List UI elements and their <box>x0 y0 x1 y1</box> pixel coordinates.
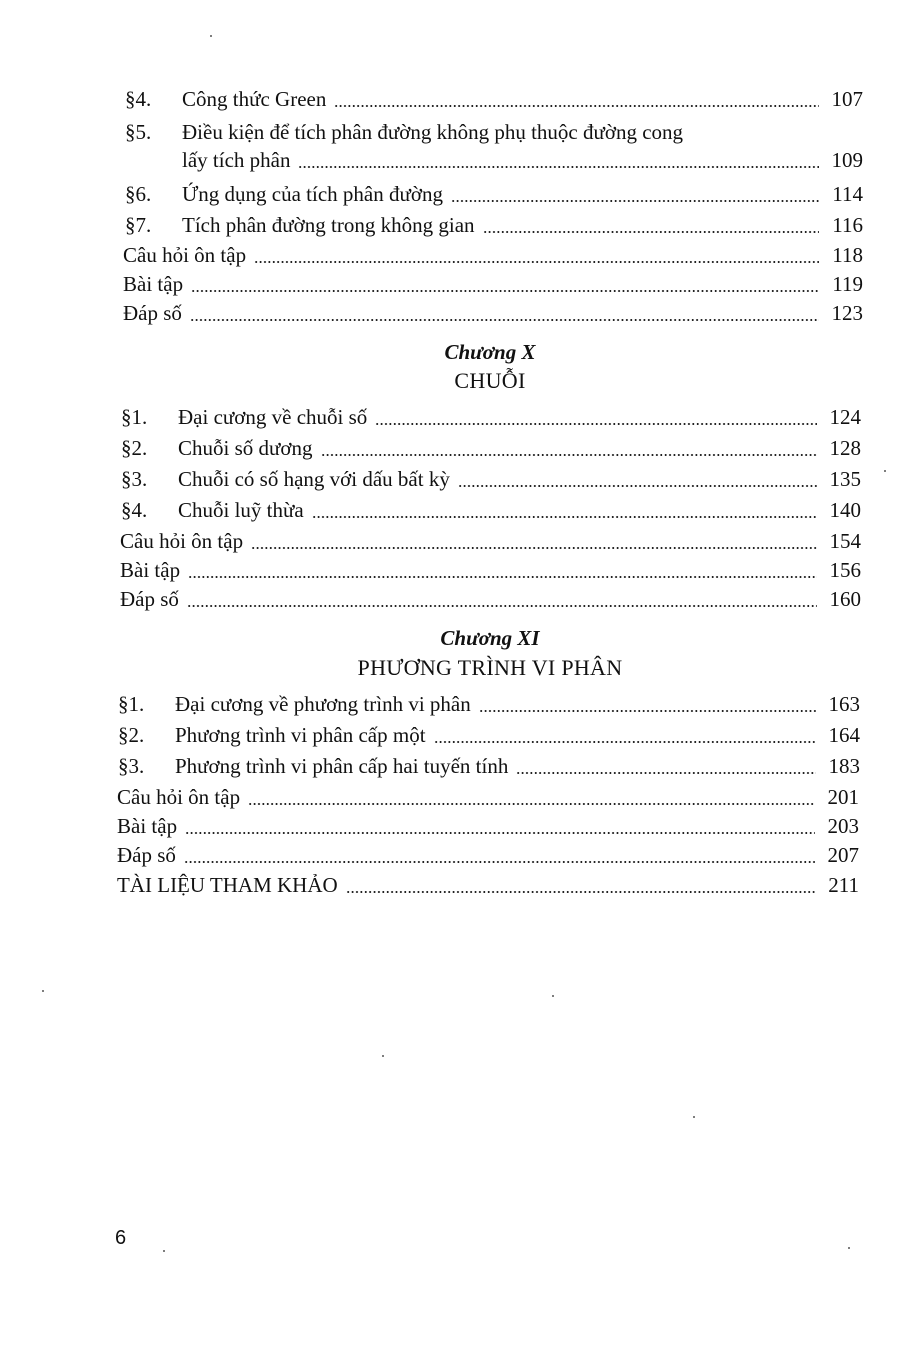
entry-title: Tích phân đường trong không gian <box>182 213 475 237</box>
scan-speck <box>42 990 44 992</box>
dot-leader <box>321 454 817 456</box>
toc-entry <box>121 398 861 428</box>
toc-entry <box>125 175 863 205</box>
toc-entry <box>125 206 863 236</box>
entry-title: Chuỗi số dương <box>178 436 313 460</box>
section-number: §3. <box>118 754 145 778</box>
page-ref: 164 <box>828 723 860 747</box>
entry-title: Điều kiện để tích phân đường không phụ thuộc đường cong <box>182 120 684 144</box>
entry-title: Phương trình vi phân cấp một <box>175 723 426 747</box>
toc-entry <box>120 580 861 610</box>
entry-title: Câu hỏi ôn tập <box>123 243 247 267</box>
dot-leader <box>434 741 816 743</box>
toc-entry <box>123 265 863 295</box>
toc-entry <box>118 685 860 715</box>
toc-entry <box>117 836 859 866</box>
page-ref: 156 <box>829 558 861 582</box>
dot-leader <box>458 485 817 487</box>
page-ref: 107 <box>831 87 863 111</box>
page-ref: 123 <box>831 301 863 325</box>
dot-leader <box>187 605 817 607</box>
page-ref: 163 <box>828 692 860 716</box>
page-ref: 154 <box>829 529 861 553</box>
dot-leader <box>451 200 819 202</box>
toc-entry <box>117 778 859 808</box>
page-ref: 118 <box>832 243 863 267</box>
chapter-title: CHUỖI <box>454 368 526 393</box>
dot-leader <box>251 547 817 549</box>
section-number: §3. <box>121 467 148 491</box>
toc-entry <box>120 522 861 552</box>
scan-speck <box>163 1250 165 1252</box>
page-ref: 116 <box>832 213 863 237</box>
section-number: §6. <box>125 182 152 206</box>
section-number: §2. <box>118 723 145 747</box>
section-number: §5. <box>125 120 152 144</box>
chapter-label: Chương X <box>444 340 536 364</box>
entry-title: Đại cương về chuỗi số <box>178 405 368 429</box>
dot-leader <box>334 105 819 107</box>
toc-entry <box>117 807 859 837</box>
scan-speck <box>848 1247 850 1249</box>
scan-speck <box>884 470 886 472</box>
scan-speck <box>210 35 212 37</box>
section-number: §1. <box>121 405 148 429</box>
dot-leader <box>185 832 815 834</box>
dot-leader <box>298 166 819 168</box>
dot-leader <box>190 319 819 321</box>
entry-title: Ứng dụng của tích phân đường <box>182 182 443 206</box>
toc-entry <box>118 747 860 777</box>
dot-leader <box>375 423 817 425</box>
entry-title: Công thức Green <box>182 87 327 111</box>
toc-entry <box>118 716 860 746</box>
section-number: §1. <box>118 692 145 716</box>
section-number: §7. <box>125 213 152 237</box>
entry-title: Chuỗi có số hạng với dấu bất kỳ <box>178 467 450 491</box>
page-ref: 211 <box>828 873 859 897</box>
dot-leader <box>248 803 815 805</box>
dot-leader <box>346 891 815 893</box>
page-ref: 183 <box>828 754 860 778</box>
page-ref: 109 <box>831 148 863 172</box>
page-ref: 135 <box>829 467 861 491</box>
chapter-title: PHƯƠNG TRÌNH VI PHÂN <box>357 655 623 680</box>
page-ref: 201 <box>827 785 859 809</box>
section-number: §4. <box>125 87 152 111</box>
entry-title: Bài tập <box>117 814 178 838</box>
entry-title: Bài tập <box>120 558 181 582</box>
page-ref: 160 <box>829 587 861 611</box>
toc-entry <box>121 460 861 490</box>
page-ref: 203 <box>827 814 859 838</box>
entry-title: Bài tập <box>123 272 184 296</box>
dot-leader <box>516 772 816 774</box>
toc-entry <box>123 294 863 324</box>
dot-leader <box>483 231 819 233</box>
entry-title: Câu hỏi ôn tập <box>117 785 241 809</box>
entry-title: Phương trình vi phân cấp hai tuyến tính <box>175 754 509 778</box>
page-ref: 128 <box>829 436 861 460</box>
page-ref: 140 <box>829 498 861 522</box>
entry-title: Đại cương về phương trình vi phân <box>175 692 471 716</box>
entry-title: TÀI LIỆU THAM KHẢO <box>117 873 338 897</box>
dot-leader <box>312 516 817 518</box>
page-number: 6 <box>115 1227 127 1249</box>
dot-leader <box>479 710 816 712</box>
toc-entry-continuation <box>182 141 863 171</box>
dot-leader <box>184 861 815 863</box>
entry-title: lấy tích phân <box>182 148 291 172</box>
section-number: §4. <box>121 498 148 522</box>
entry-title: Câu hỏi ôn tập <box>120 529 244 553</box>
entry-title: Chuỗi luỹ thừa <box>178 498 304 522</box>
toc-entry <box>125 113 863 143</box>
dot-leader <box>254 261 819 263</box>
dot-leader <box>191 290 819 292</box>
entry-title: Đáp số <box>120 587 179 611</box>
scan-speck <box>382 1055 384 1057</box>
section-number: §2. <box>121 436 148 460</box>
scan-speck <box>552 995 554 997</box>
toc-entry <box>125 80 863 110</box>
toc-entry <box>121 491 861 521</box>
entry-title: Đáp số <box>117 843 176 867</box>
toc-entry <box>117 866 859 896</box>
toc-entry <box>123 236 863 266</box>
scan-speck <box>693 1116 695 1118</box>
chapter-label: Chương XI <box>440 626 540 650</box>
toc-entry <box>121 429 861 459</box>
page-ref: 114 <box>832 182 863 206</box>
page-ref: 119 <box>832 272 863 296</box>
entry-title: Đáp số <box>123 301 182 325</box>
dot-leader <box>188 576 817 578</box>
page-ref: 124 <box>829 405 861 429</box>
page-ref: 207 <box>827 843 859 867</box>
toc-entry <box>120 551 861 581</box>
